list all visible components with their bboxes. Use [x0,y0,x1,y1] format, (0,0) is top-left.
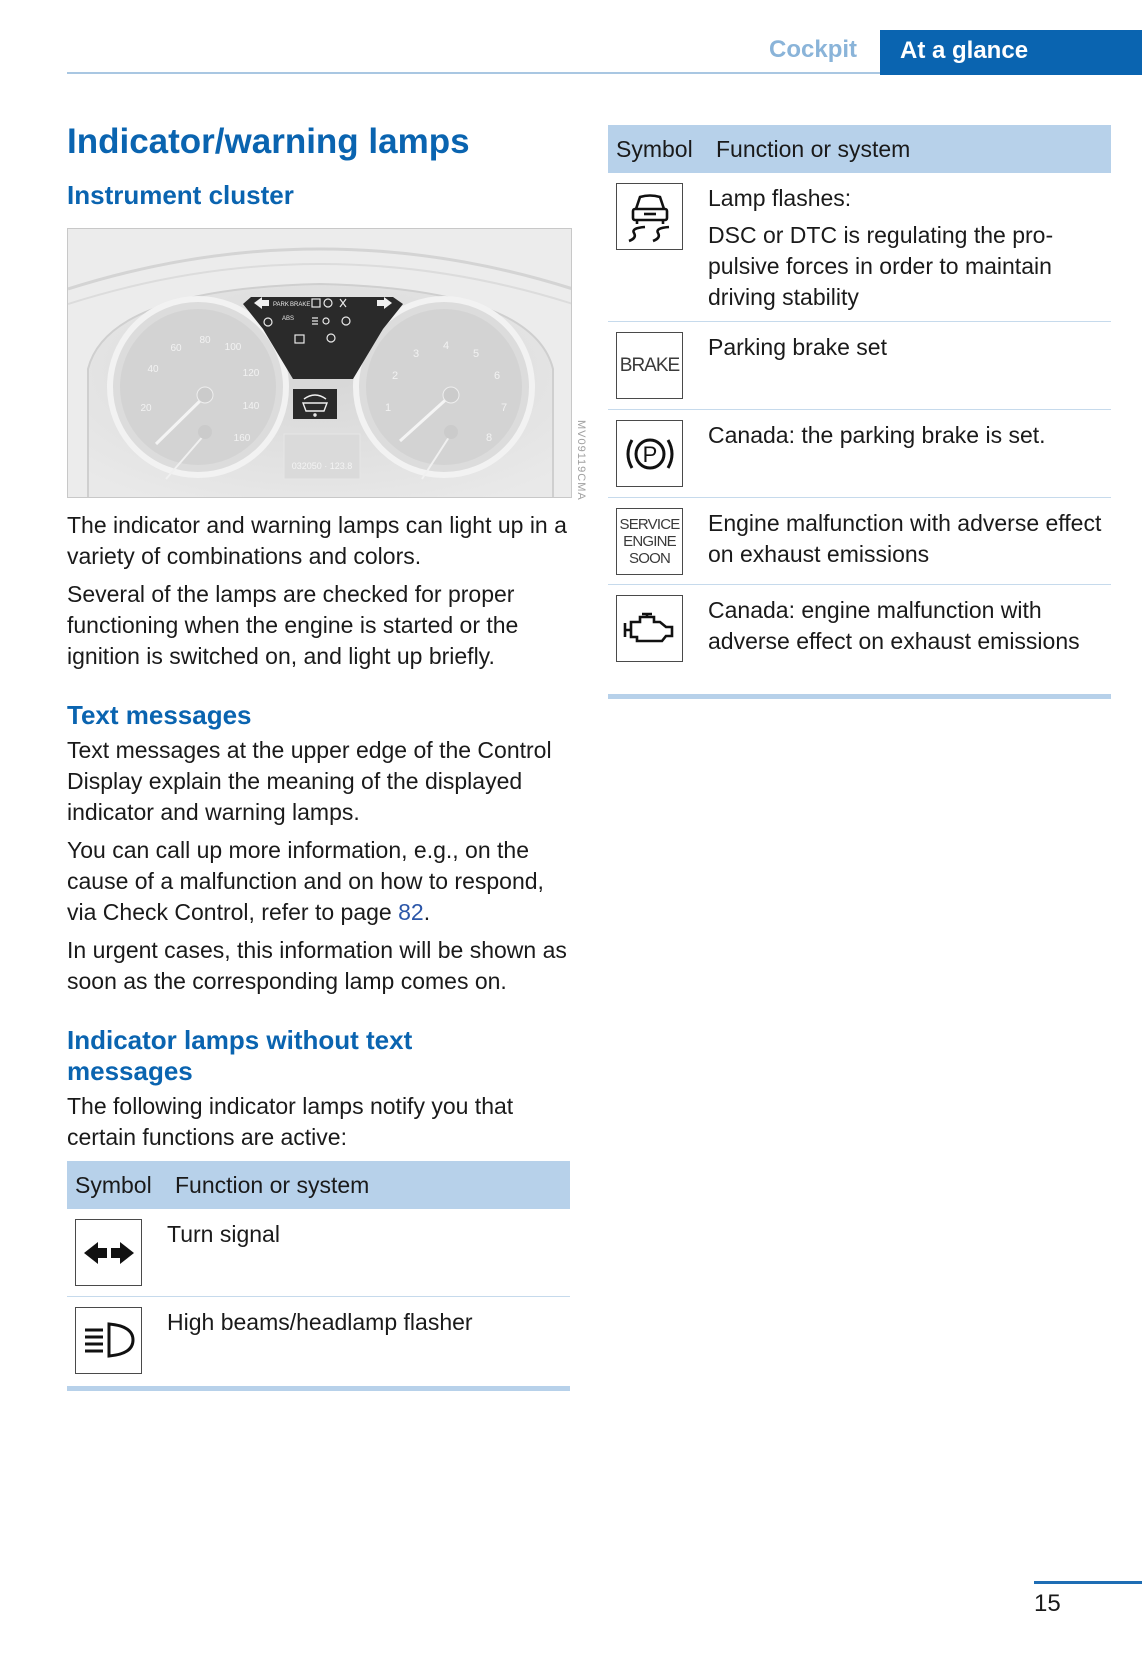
svg-text:ABS: ABS [282,316,295,322]
right-column [608,125,1112,699]
instrument-cluster-illustration [68,229,572,498]
svg-text:40: 40 [147,364,159,375]
column-header-function: Function or system [708,125,1111,173]
svg-text:032050 · 123.8: 032050 · 123.8 [291,461,353,471]
text-messages-paragraph-1: Text messages at the upper edge of the Control Display explain the meaning of the displayed indicator and warning lamps. [67,737,552,825]
indicator-lamps-intro: The following indicator lamps notify you that certain functions are active: [67,1093,514,1150]
heading-indicator-lamps: Indicator lamps without text messages [67,1025,413,1086]
page-number: 15 [1034,1590,1061,1617]
table-header-row [67,1161,570,1209]
brake-text-icon: BRAKE [616,332,683,399]
dsc-dtc-icon [616,183,683,250]
check-engine-icon [616,595,683,662]
svg-text:120: 120 [242,368,260,379]
function-text: Canada: engine malfunction with adverse effect on exhaust emissions [708,585,1111,697]
svg-text:140: 140 [242,401,260,412]
text-messages-paragraph-3: In urgent cases, this information will be shown as soon as the corresponding lamp comes on. [67,937,567,994]
high-beam-icon [75,1307,142,1374]
table-row [608,322,1111,410]
svg-text:P: P [642,441,657,467]
svg-text:PARK: PARK [273,302,289,308]
table-row [608,585,1111,697]
turn-signal-icon [75,1219,142,1286]
cluster-paragraph-1: The indicator and warning lamps can light up in a variety of combinations and colors. [67,512,567,569]
indicator-lamps-table [67,1161,570,1391]
svg-text:80: 80 [199,335,211,346]
page-number-rule [1034,1581,1142,1584]
cluster-paragraph-2: Several of the lamps are checked for proper functioning when the engine is started or the ignition is switched on, and light up briefly. [67,581,519,669]
function-text: High beams/headlamp flasher [167,1296,570,1388]
svg-text:6: 6 [493,370,501,382]
column-header-symbol: Symbol [608,125,708,173]
table-header-row [608,125,1111,173]
warning-lamps-table [608,125,1111,699]
chapter-label-at-a-glance: At a glance [880,30,1142,75]
table-row [67,1209,570,1296]
heading-instrument-cluster: Instrument cluster [67,180,294,210]
function-text: Engine malfunction with adverse effect on exhaust emissions [708,498,1111,585]
svg-text:BRAKE: BRAKE [290,302,311,308]
heading-text-messages: Text messages [67,700,252,730]
svg-text:7: 7 [500,402,508,414]
text-messages-paragraph-2: You can call up more information, e.g., on the cause of a malfunction and on how to respond, via Check Control, refer to page 82. [67,837,544,925]
service-engine-soon-icon: SERVICE ENGINE SOON [616,508,683,575]
svg-text:8: 8 [485,432,493,444]
function-title: Lamp flashes: [708,185,852,211]
section-label-cockpit: Cockpit [769,36,858,63]
svg-text:4: 4 [442,340,450,352]
function-text: DSC or DTC is regulating the propulsive forces in order to maintain driving stability [708,222,1054,310]
page-reference-link[interactable]: 82 [398,899,424,925]
table-row [608,410,1111,498]
svg-text:100: 100 [224,342,242,353]
svg-text:20: 20 [140,403,152,414]
function-text: Canada: the parking brake is set. [708,410,1111,498]
figure-code: MV09119CMA [575,420,587,501]
table-row [608,498,1111,585]
svg-text:160: 160 [233,433,251,444]
svg-text:2: 2 [391,370,399,382]
column-header-function: Function or system [167,1161,570,1209]
table-row [67,1296,570,1388]
svg-text:5: 5 [472,348,480,360]
svg-text:1: 1 [384,402,392,414]
function-text: Parking brake set [708,322,1111,410]
left-column [67,120,570,1391]
function-text: Turn signal [167,1209,570,1296]
svg-text:60: 60 [170,343,182,354]
instrument-cluster-figure [67,228,572,498]
table-row [608,173,1111,322]
column-header-symbol: Symbol [67,1161,167,1209]
parking-brake-icon [616,420,683,487]
svg-text:3: 3 [412,348,420,360]
page-title: Indicator/warning lamps [67,122,470,161]
